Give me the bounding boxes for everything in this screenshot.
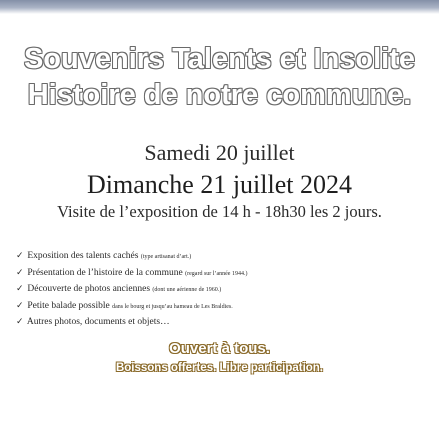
headline-line-1: Souvenirs Talents et Insolite	[23, 43, 416, 75]
list-item-text: Petite balade possible	[27, 300, 110, 311]
list-item-text: Présentation de l’histoire de la commune	[27, 267, 183, 278]
list-item	[16, 298, 436, 315]
list-item-note: (type artisanat d’art.)	[140, 254, 192, 260]
date-saturday: Samedi 20 juillet	[144, 140, 295, 165]
list-item-text: Exposition des talents cachés	[27, 251, 139, 261]
list-item-text: Découverte de photos anciennes	[27, 284, 151, 294]
list-item-note: dans le bourg et jusqu’au hameau de Les Braldies.	[112, 303, 233, 310]
program-list	[16, 248, 436, 331]
top-decorative-strip	[0, 0, 439, 14]
list-item	[16, 281, 436, 298]
list-item-text: Autres photos, documents et objets…	[26, 317, 170, 327]
open-to-all-text: Ouvert à tous.	[169, 340, 270, 357]
checkmark-icon: ✓	[16, 250, 24, 260]
headline-line-2: Histoire de notre commune.	[27, 79, 412, 111]
list-item	[16, 248, 436, 265]
checkmark-icon: ✓	[16, 299, 24, 310]
list-item	[16, 265, 436, 282]
checkmark-icon: ✓	[16, 316, 24, 326]
list-item-note: (dont une aérienne de 1960.)	[152, 287, 222, 293]
checkmark-icon: ✓	[16, 266, 24, 277]
visit-hours: Visite de l’exposition de 14 h - 18h30 les 2 jours.	[57, 202, 382, 221]
checkmark-icon: ✓	[16, 283, 24, 293]
date-sunday: Dimanche 21 juillet 2024	[86, 170, 352, 199]
footer-text: Boissons offertes. Libre participation.	[115, 362, 324, 374]
list-item	[16, 314, 436, 331]
list-item-note: (regard sur l’année 1944.)	[185, 270, 248, 277]
